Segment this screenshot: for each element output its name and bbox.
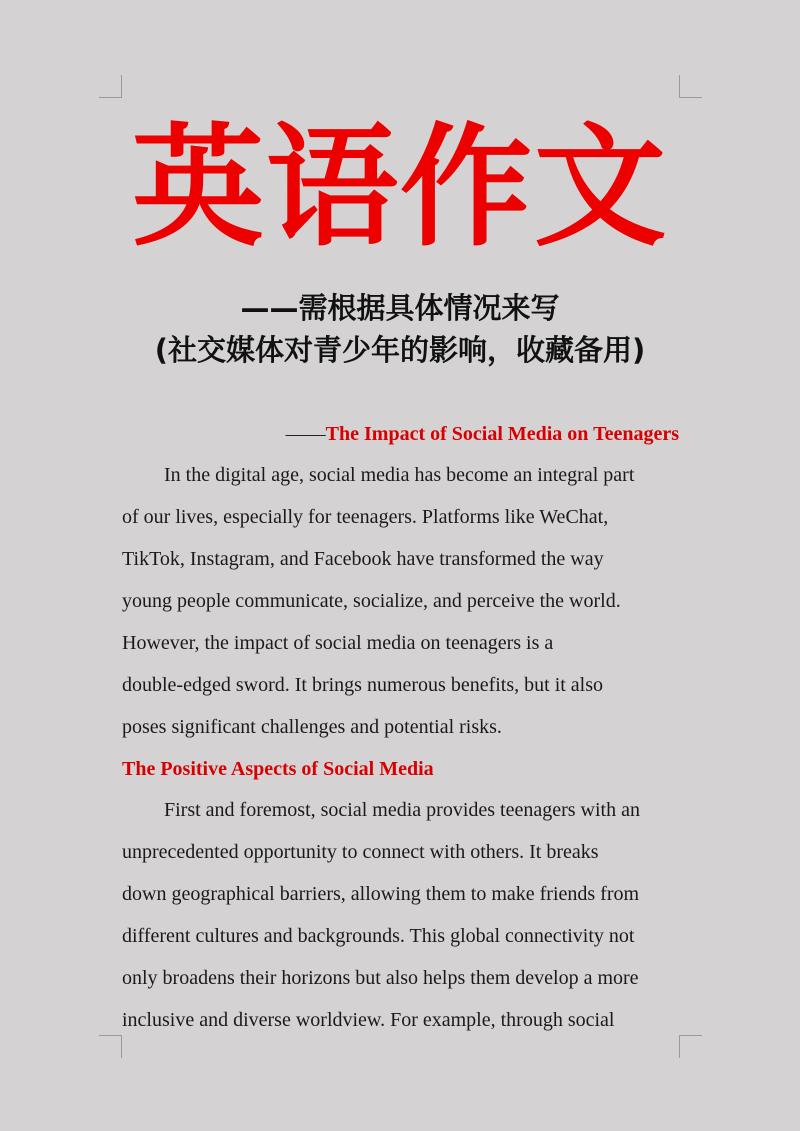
paragraph-line: inclusive and diverse worldview. For example, through social	[122, 1009, 615, 1031]
paragraph-line: of our lives, especially for teenagers. Platforms like WeChat,	[122, 506, 609, 528]
essay-title	[286, 420, 679, 448]
paragraph-line: unprecedented opportunity to connect with others. It breaks	[122, 841, 599, 863]
paragraph-2	[122, 789, 682, 1041]
paragraph-line: down geographical barriers, allowing them to make friends from	[122, 883, 640, 905]
paragraph-line: young people communicate, socialize, and perceive the world.	[122, 590, 621, 612]
crop-mark-bottom-right	[679, 1035, 702, 1058]
paragraph-line: only broadens their horizons but also helps them develop a more	[122, 967, 639, 989]
essay-title-dash: ——	[285, 423, 326, 445]
paragraph-line: poses significant challenges and potential risks.	[122, 716, 502, 738]
section-heading: The Positive Aspects of Social Media	[122, 758, 434, 780]
crop-mark-bottom-left	[99, 1035, 122, 1058]
paragraph-1	[122, 454, 682, 748]
subtitle-line-2: (社交媒体对青少年的影响，收藏备用)	[154, 333, 646, 367]
subtitle-line-1: ——需根据具体情况来写	[240, 291, 560, 325]
crop-mark-top-left	[99, 75, 122, 98]
essay-title-text: The Impact of Social Media on Teenagers	[325, 423, 679, 445]
page-title: 英语作文	[132, 111, 668, 265]
crop-mark-top-right	[679, 75, 702, 98]
paragraph-line: In the digital age, social media has become an integral part	[164, 464, 635, 486]
paragraph-line: TikTok, Instagram, and Facebook have transformed the way	[122, 548, 604, 570]
paragraph-line: However, the impact of social media on teenagers is a	[122, 632, 554, 654]
paragraph-line: First and foremost, social media provides teenagers with an	[164, 799, 640, 821]
paragraph-line: different cultures and backgrounds. This global connectivity not	[122, 925, 635, 947]
paragraph-line: double-edged sword. It brings numerous benefits, but it also	[122, 674, 604, 696]
